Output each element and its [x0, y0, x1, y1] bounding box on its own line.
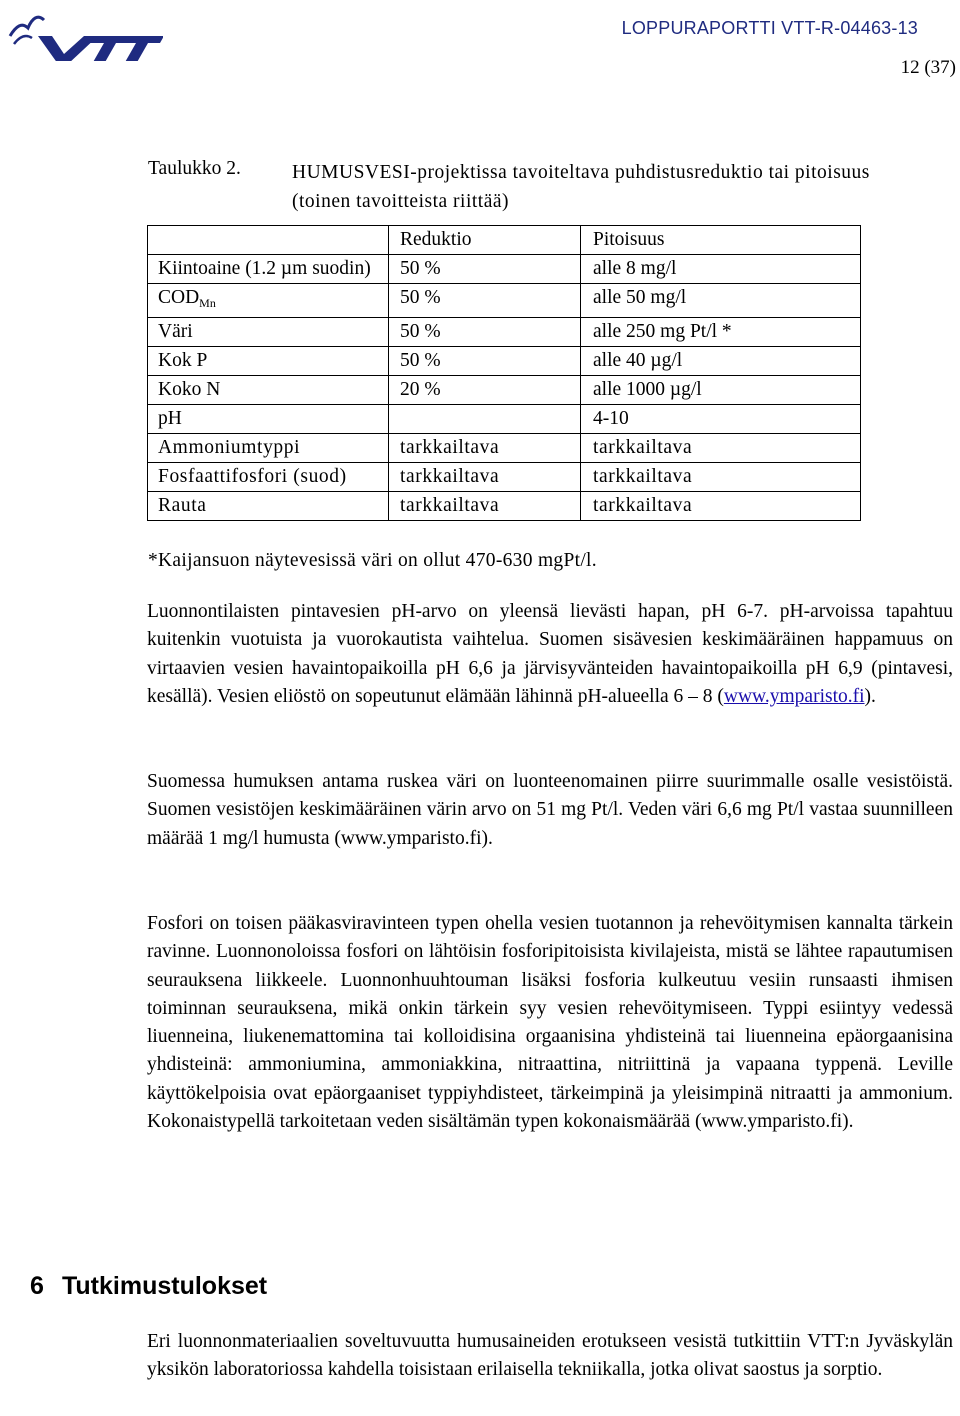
row-pitoisuus: alle 8 mg/l — [581, 255, 861, 284]
paragraph-color: Suomessa humuksen antama ruskea väri on luonteenomainen piirre suurimmalle osalle vesistöistä. Suomen vesistöjen keskimääräinen värin arvo on 51 mg Pt/l. Veden väri 6,6 mg Pt/l vastaa suunnilleen määrää 1 mg/l humusta (www.ymparisto.fi). — [147, 771, 953, 849]
paragraph-text: Luonnontilaisten pintavesien pH-arvo on yleensä lievästi hapan, pH 6-7. pH-arvoissa tapahtuu kuitenkin vuotuista ja vuorokautista vaihtelua. Suomen sisävesien keskimääräinen happamuus on virtaavien vesien havaintopaikoilla pH 6,6 ja järvisyvänteiden havaintopaikoilla pH 6,9 (pintavesi, kesällä). Vesien eliöstö on sopeutunut elämään lähinnä pH-alueella 6 – 8 ( — [147, 601, 953, 707]
paragraph-text-end: ). — [864, 685, 876, 707]
table-row — [148, 284, 861, 318]
table-header-row — [148, 226, 861, 255]
row-name-subscript: Mn — [199, 296, 216, 310]
row-pitoisuus: alle 50 mg/l — [581, 284, 861, 318]
row-reduktio: 50 % — [389, 255, 581, 284]
section-title: Tutkimustulokset — [62, 1272, 268, 1300]
table-row — [148, 492, 861, 521]
table-row — [148, 463, 861, 492]
row-reduktio: 50 % — [389, 284, 581, 318]
ymparisto-link[interactable]: www.ymparisto.fi — [723, 685, 865, 707]
row-reduktio: tarkkailtava — [389, 434, 581, 463]
table-header-cell: Reduktio — [389, 226, 581, 255]
row-pitoisuus: tarkkailtava — [581, 492, 861, 521]
row-reduktio: 20 % — [389, 376, 581, 405]
section-paragraph: Eri luonnonmateriaalien soveltuvuutta humusaineiden erotukseen vesistä tutkittiin VTT:n Jyväskylän yksikön laboratoriossa kahdella toisistaan erilaisella tekniikalla, jotka olivat saostus ja sorptio. — [147, 1331, 953, 1381]
paragraph-ph — [147, 598, 953, 711]
table-caption-text: HUMUSVESI-projektissa tavoiteltava puhdistusreduktio tai pitoisuus (toinen tavoitteista riittää) — [292, 162, 870, 212]
row-name: Kiintoaine (1.2 µm suodin) — [148, 255, 389, 284]
table-caption-label: Taulukko 2. — [148, 158, 241, 179]
row-reduktio: tarkkailtava — [389, 492, 581, 521]
row-name: Rauta — [148, 492, 389, 521]
section-number: 6 — [30, 1272, 44, 1300]
table-row — [148, 376, 861, 405]
targets-table — [147, 225, 861, 521]
row-reduktio: 50 % — [389, 318, 581, 347]
report-id: LOPPURAPORTTI VTT-R-04463-13 — [621, 18, 918, 38]
vtt-logo — [8, 6, 163, 61]
row-name: Fosfaattifosfori (suod) — [148, 463, 389, 492]
table-row — [148, 405, 861, 434]
row-name: pH — [148, 405, 389, 434]
table-header-cell: Pitoisuus — [581, 226, 861, 255]
row-name: $COD_{Mn}$ — [148, 284, 389, 318]
row-pitoisuus: alle 250 mg Pt/l * — [581, 318, 861, 347]
row-pitoisuus: tarkkailtava — [581, 434, 861, 463]
table-row — [148, 255, 861, 284]
table-row — [148, 318, 861, 347]
table-row — [148, 434, 861, 463]
table-footnote: *Kaijansuon näytevesissä väri on ollut 470-630 mgPt/l. — [148, 550, 597, 571]
row-pitoisuus: 4-10 — [581, 405, 861, 434]
row-reduktio: 50 % — [389, 347, 581, 376]
row-reduktio — [389, 405, 581, 434]
table-row — [148, 347, 861, 376]
row-pitoisuus: tarkkailtava — [581, 463, 861, 492]
row-name: Väri — [148, 318, 389, 347]
row-name: Koko N — [148, 376, 389, 405]
paragraph-phosphorus: Fosfori on toisen pääkasviravinteen typen ohella vesien tuotannon ja rehevöitymisen kannalta tärkein ravinne. Luonnonoloissa fosfori on lähtöisin fosforipitoisista kivilajeista, mistä se lähtee rapautumisen seurauksena liikkeele. Luonnonhuuhtouman lisäksi fosforia kulkeutuu vesiin runsaasti ihmisen toiminnan seurauksena, mikä onkin tärkein syy vesien rehevöitymiseen. Typpi esiintyy vedessä liuenneina, liukenemattomina tai kolloidisina orgaanisina yhdisteinä tai liuenneina epäorgaanisina yhdisteinä: ammoniumina, ammoniakkina, nitraattina, nitriittinä ja vapaana typpenä. Leville käyttökelpoisia ovat epäorgaaniset typpiyhdisteet, tärkeimpinä ja yleisimpinä nitraatti ja ammonium. Kokonaistypellä tarkoitetaan veden sisältämän typen kokonaismäärää (www.ymparisto.fi). — [147, 913, 953, 1133]
row-reduktio: tarkkailtava — [389, 463, 581, 492]
row-pitoisuus: alle 1000 µg/l — [581, 376, 861, 405]
row-name: Ammoniumtyppi — [148, 434, 389, 463]
row-name: Kok P — [148, 347, 389, 376]
row-pitoisuus: alle 40 µg/l — [581, 347, 861, 376]
table-header-cell — [148, 226, 389, 255]
page-number: 12 (37) — [900, 57, 956, 78]
